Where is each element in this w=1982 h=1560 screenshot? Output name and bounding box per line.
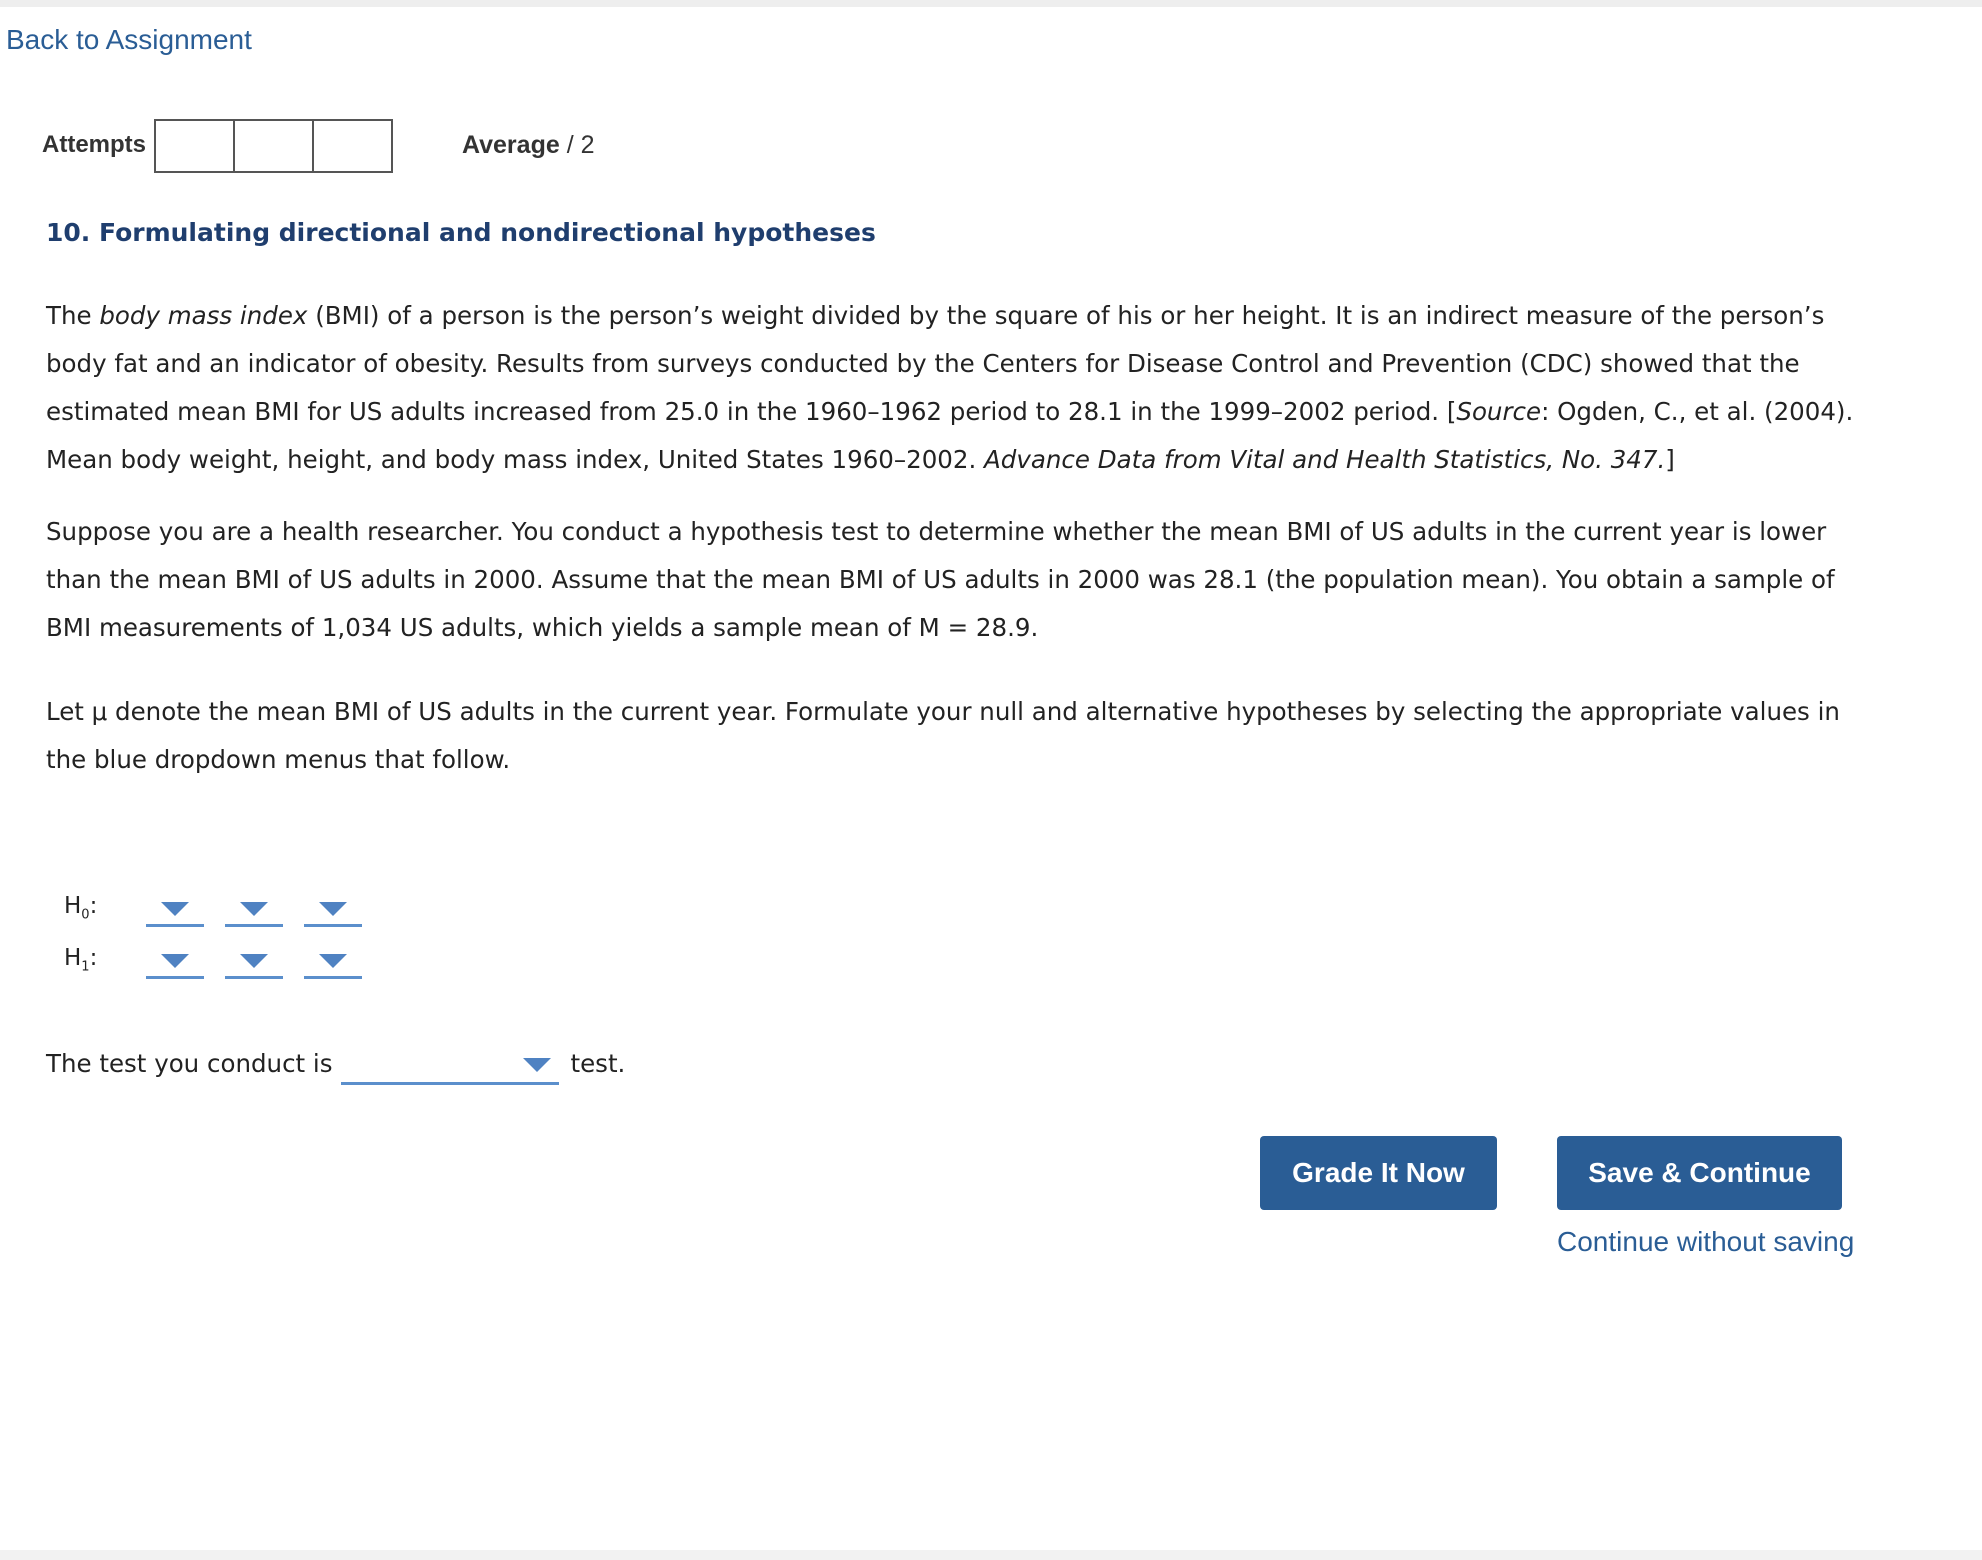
test-sentence-suffix: test. bbox=[570, 1048, 626, 1078]
null-hypothesis-row bbox=[64, 888, 383, 928]
paragraph-1-segment: : Ogden, C., et al. (2004). Mean body weight, height, and body mass index, United States 1960–2002. bbox=[46, 397, 1854, 474]
h0-value-dropdown[interactable] bbox=[304, 890, 362, 927]
test-type-sentence bbox=[46, 1040, 625, 1086]
continue-without-saving-link[interactable]: Continue without saving bbox=[1557, 1226, 1855, 1257]
average-suffix: / 2 bbox=[559, 131, 595, 159]
paragraph-1-segment: Advance Data from Vital and Health Statistics, No. 347. bbox=[984, 445, 1666, 474]
question-paragraph-3: Let μ denote the mean BMI of US adults in the current year. Formulate your null and alternative hypotheses by selecting the appropriate values in the blue dropdown menus that follow. bbox=[46, 697, 1840, 774]
bottom-strip bbox=[0, 1550, 1982, 1560]
attempt-boxes bbox=[154, 119, 391, 173]
h1-letter: H bbox=[64, 945, 82, 972]
grade-it-now-button[interactable]: Grade It Now bbox=[1260, 1136, 1497, 1210]
question-paragraph-1 bbox=[46, 292, 1886, 484]
alternative-hypothesis-row bbox=[64, 940, 383, 980]
h0-operator-dropdown[interactable] bbox=[225, 890, 283, 927]
h0-subscript: 0 bbox=[81, 907, 90, 923]
h1-parameter-dropdown[interactable] bbox=[146, 942, 204, 979]
paragraph-1-segment: body mass index bbox=[99, 301, 308, 330]
chevron-down-icon bbox=[319, 902, 347, 916]
chevron-down-icon bbox=[319, 954, 347, 968]
null-hypothesis-label bbox=[64, 893, 146, 923]
attempts-label: Attempts bbox=[42, 131, 147, 158]
back-to-assignment-link[interactable]: Back to Assignment bbox=[6, 24, 252, 55]
h1-value-dropdown[interactable] bbox=[304, 942, 362, 979]
question-title bbox=[46, 218, 876, 247]
attempt-box-1 bbox=[154, 119, 235, 173]
chevron-down-icon bbox=[523, 1058, 551, 1072]
save-and-continue-button[interactable]: Save & Continue bbox=[1557, 1136, 1842, 1210]
question-paragraph-2: Suppose you are a health researcher. You conduct a hypothesis test to determine whether the mean BMI of US adults in the current year is lower than the mean BMI of US adults in 2000. Assume that the mean BMI of US adults in 2000 was 28.1 (the population mean). You obtain a sample of BMI measurements of 1,034 US adults, which yields a sample mean of M = 28.9. bbox=[46, 517, 1835, 642]
top-strip bbox=[0, 0, 1982, 7]
chevron-down-icon bbox=[240, 954, 268, 968]
question-number: 10. bbox=[46, 218, 91, 247]
h0-colon: : bbox=[89, 893, 98, 920]
h1-colon: : bbox=[89, 945, 98, 972]
chevron-down-icon bbox=[161, 902, 189, 916]
paragraph-1-segment: ] bbox=[1665, 445, 1675, 474]
test-sentence-prefix: The test you conduct is bbox=[46, 1048, 333, 1078]
paragraph-1-segment: The bbox=[46, 301, 100, 330]
h0-parameter-dropdown[interactable] bbox=[146, 890, 204, 927]
chevron-down-icon bbox=[161, 954, 189, 968]
attempt-box-3 bbox=[312, 119, 393, 173]
average-label: Average bbox=[462, 131, 560, 159]
question-title-text: Formulating directional and nondirectional hypotheses bbox=[99, 218, 876, 247]
paragraph-1-segment: Source bbox=[1456, 397, 1542, 426]
average-score bbox=[462, 131, 595, 160]
paragraph-1-segment: (BMI) of a person is the person’s weight divided by the square of his or her height. It is an indirect measure of the person’s body fat and an indicator of obesity. Results from surveys conducted by the Centers for Disease Control and Prevention (CDC) showed that the estimated mean BMI for US adults increased from 25.0 in the 1960–1962 period to 28.1 in the 1999–2002 period. [ bbox=[46, 301, 1825, 426]
test-type-dropdown[interactable] bbox=[341, 1042, 559, 1085]
h0-letter: H bbox=[64, 893, 82, 920]
chevron-down-icon bbox=[240, 902, 268, 916]
h1-operator-dropdown[interactable] bbox=[225, 942, 283, 979]
h1-subscript: 1 bbox=[81, 959, 90, 975]
attempt-box-2 bbox=[233, 119, 314, 173]
alternative-hypothesis-label bbox=[64, 945, 146, 975]
